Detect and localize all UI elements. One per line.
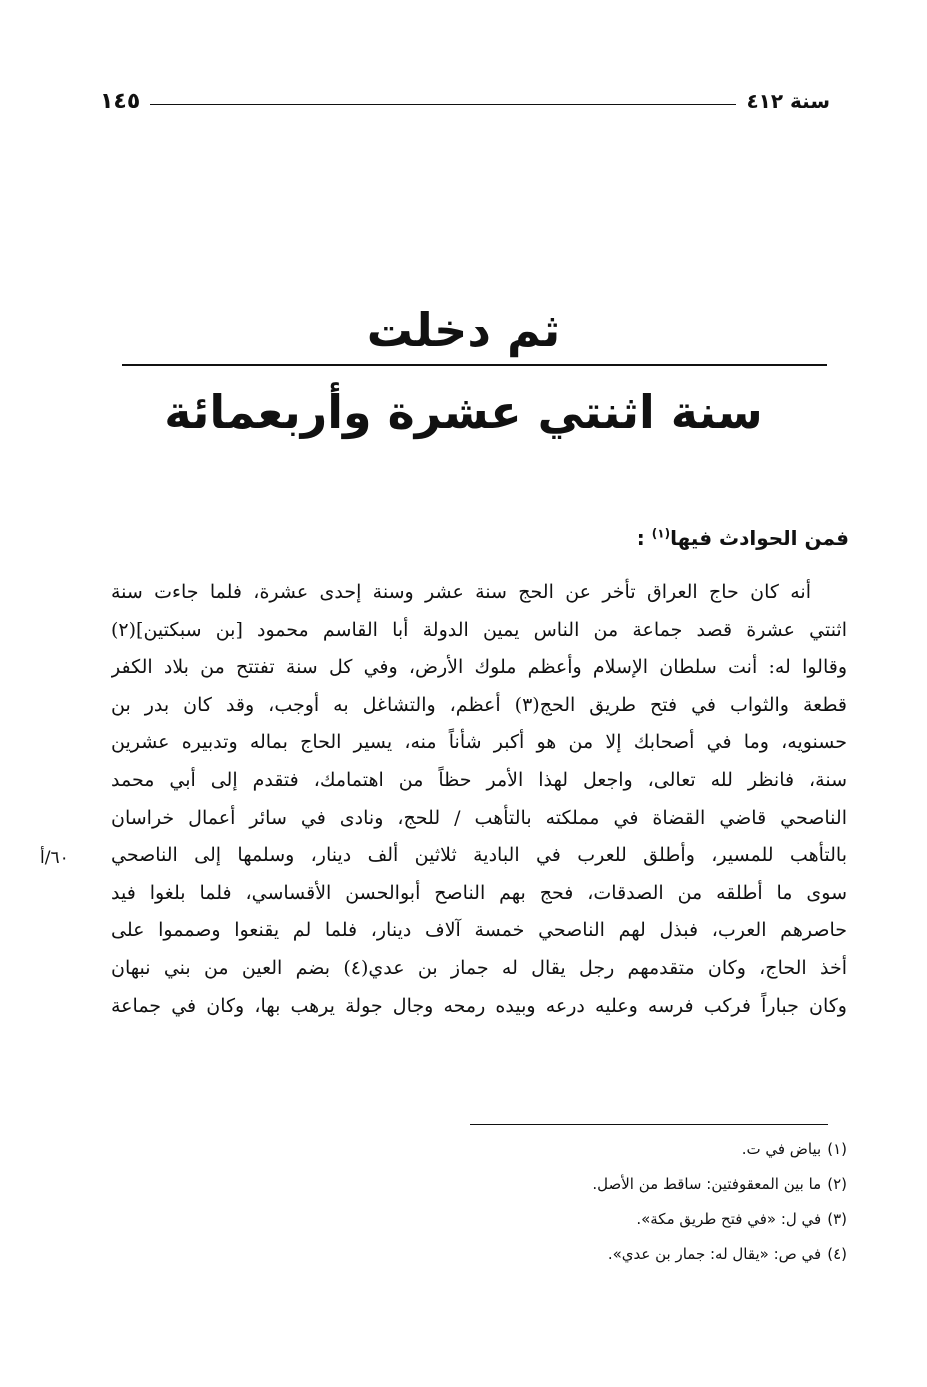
body-line: سنة، فانظر لله تعالى، واجعل لهذا الأمر حظاً من اهتمامك، فتقدم إلى أبي محمد (111, 768, 847, 791)
footnote-divider (470, 1124, 828, 1125)
body-line: قطعة والثواب في فتح طريق الحج(٣) أعظم، والتشاغل به أوجب، وقد كان بدر بن (111, 693, 847, 716)
footnote-number: (٤) (827, 1245, 847, 1263)
footnote-number: (١) (827, 1140, 847, 1158)
footnote-text: ما بين المعقوفتين: ساقط من الأصل. (592, 1175, 822, 1193)
header-rule (150, 104, 736, 105)
body-paragraph (111, 574, 847, 1025)
footnote-item (107, 1237, 847, 1272)
body-line: أخذ الحاج، وكان متقدمهم رجل يقال له جماز بن عدي(٤) بضم العين من بني نبهان (111, 956, 847, 979)
chapter-divider (122, 364, 827, 366)
footnote-number: (٣) (827, 1210, 847, 1228)
footnote-item (107, 1132, 847, 1167)
manuscript-folio-marker: ٦٠/أ (40, 848, 69, 868)
body-line: وكان جباراً فركب فرسه وعليه درعه وبيده رمحه وجال جولة يرهب بها، وكان في جماعة (111, 994, 847, 1017)
running-title: سنة ٤١٢ (746, 89, 830, 113)
running-header (100, 86, 830, 116)
body-line: الناصحي قاضي القضاة في مملكته بالتأهب / للحج، ونادى في سائر أعمال خراسان (111, 806, 847, 829)
body-line: حاصرهم العرب، فبذل لهم الناصحي خمسة آلاف دينار، فلما لم يقنعوا وصمموا على (111, 919, 847, 942)
body-line: سوى ما أطلقه من الصدقات، فحج بهم الناصح أبوالحسن الأقساسي، فلما بلغوا فيد (111, 881, 847, 904)
section-heading-text: فمن الحوادث فيها (670, 526, 849, 550)
chapter-kicker: ثم دخلت (366, 303, 561, 357)
footnote-item (107, 1167, 847, 1202)
section-heading (109, 522, 849, 554)
page-number: ١٤٥ (100, 88, 141, 114)
footnotes-list (107, 1132, 847, 1272)
chapter-title: سنة اثنتي عشرة وأربعمائة (164, 385, 763, 439)
footnote-ref[interactable]: (١) (651, 526, 671, 541)
footnote-text: في ص: «يقال له: جمار بن عدي». (607, 1245, 822, 1263)
body-line: اثنتي عشرة قصد جماعة من الناس يمين الدولة أبا القاسم محمود [بن سبكتين](٢) (111, 618, 847, 641)
body-line: بالتأهب للمسير، وأطلق للعرب في البادية ثلاثين ألف دينار، وسلمها إلى الناصحي (111, 844, 847, 867)
section-heading-colon: : (636, 526, 645, 550)
body-line: وقالوا له: أنت سلطان الإسلام وأعظم ملوك الأرض، وفي كل سنة تفتتح من بلاد الكفر (111, 656, 847, 679)
body-line: أنه كان حاج العراق تأخر عن الحج سنة عشر وسنة إحدى عشرة، فلما جاءت سنة (111, 581, 811, 603)
body-line: حسنويه، وما في أصحابك إلا من هو أكبر شأناً منه، يسير الحاج بماله وتدبيره عشرين (111, 731, 847, 754)
footnote-text: في ل: «في فتح طريق مكة». (636, 1210, 822, 1228)
footnote-text: بياض في ت. (741, 1140, 822, 1158)
footnote-number: (٢) (827, 1175, 847, 1193)
footnote-item (107, 1202, 847, 1237)
